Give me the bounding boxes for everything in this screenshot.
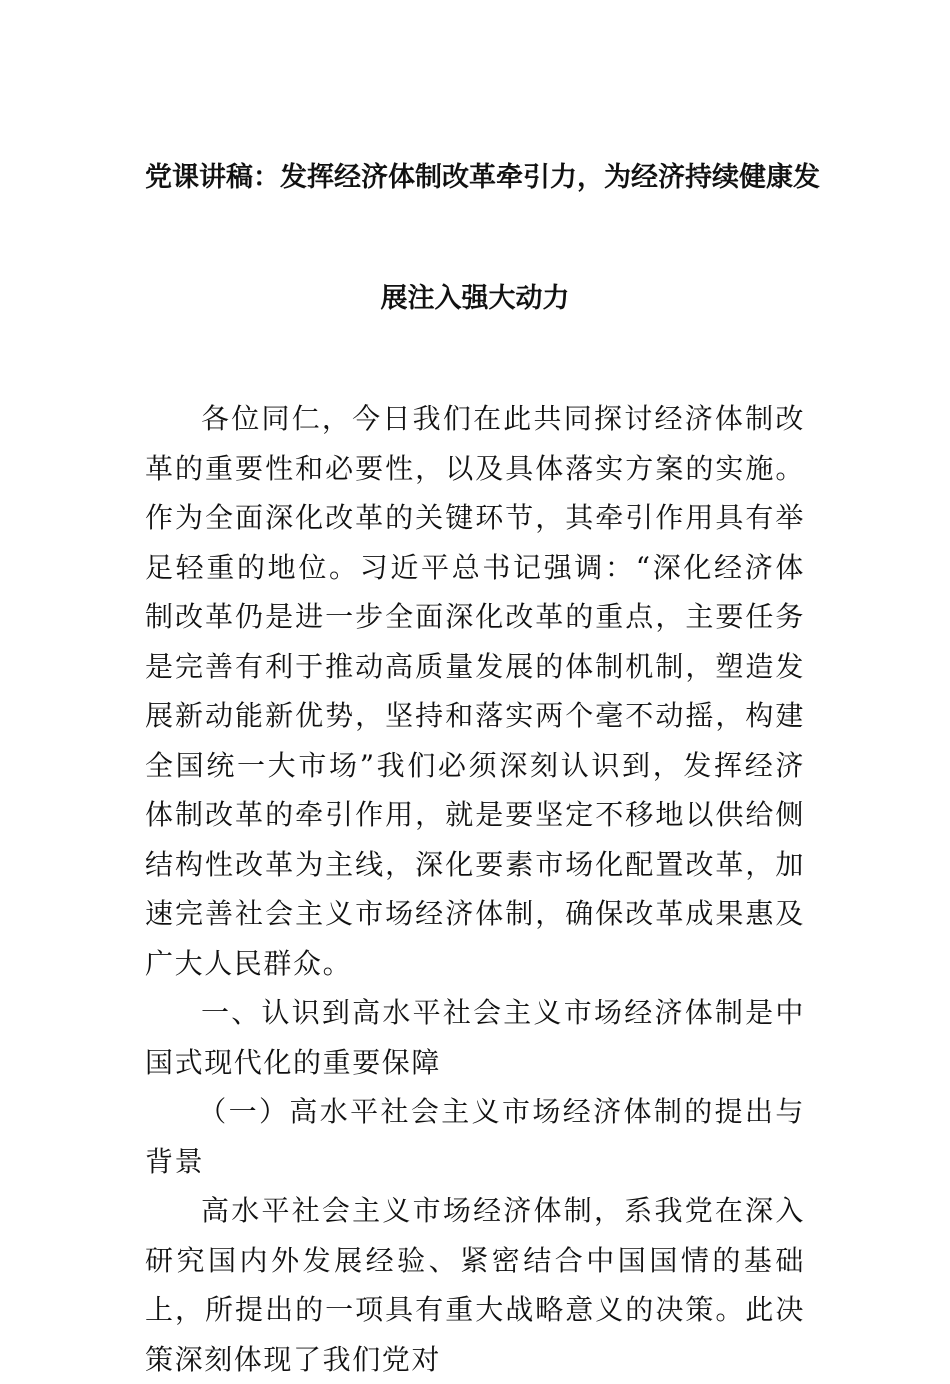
document-title-line-2: 展注入强大动力 bbox=[380, 283, 570, 314]
body-paragraph: 高水平社会主义市场经济体制，系我党在深入研究国内外发展经验、紧密结合中国国情的基础上，所提出的一项具有重大战略意义的决策。此决策深刻体现了我们党对 bbox=[145, 1194, 805, 1376]
document-body bbox=[145, 394, 805, 1384]
subsection-heading-1: （一）高水平社会主义市场经济体制的提出与背景 bbox=[145, 1095, 805, 1178]
intro-paragraph: 各位同仁，今日我们在此共同探讨经济体制改革的重要性和必要性，以及具体落实方案的实施。作为全面深化改革的关键环节，其牵引作用具有举足轻重的地位。习近平总书记强调：“深化经济体制改革仍是进一步全面深化改革的重点，主要任务是完善有利于推动高质量发展的体制机制，塑造发展新动能新优势，坚持和落实两个毫不动摇，构建全国统一大市场”我们必须深刻认识到，发挥经济体制改革的牵引作用，就是要坚定不移地以供给侧结构性改革为主线，深化要素市场化配置改革，加速完善社会主义市场经济体制，确保改革成果惠及广大人民群众。 bbox=[145, 402, 805, 980]
section-heading-1: 一、认识到高水平社会主义市场经济体制是中国式现代化的重要保障 bbox=[145, 996, 805, 1079]
document-title-line-1: 党课讲稿：发挥经济体制改革牵引力，为经济持续健康发 bbox=[145, 162, 820, 193]
